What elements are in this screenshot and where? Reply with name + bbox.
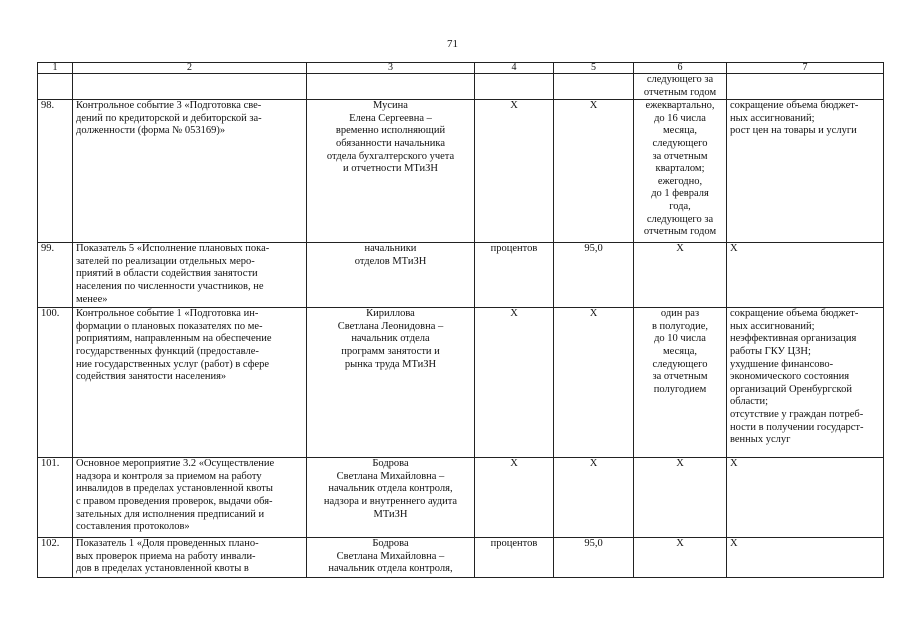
table-row	[38, 458, 884, 538]
row-name	[73, 74, 307, 100]
row-deadline: Х	[634, 243, 727, 308]
row-value: Х	[554, 100, 634, 243]
column-header: 3	[307, 63, 475, 74]
column-header: 1	[38, 63, 73, 74]
row-name: Показатель 5 «Исполнение плановых пока- зателей по реализации отдельных меро- приятий в области содействия занятости населения по численности участников, не менее»	[73, 243, 307, 308]
row-unit: Х	[475, 308, 554, 458]
row-unit: Х	[475, 100, 554, 243]
row-value: Х	[554, 458, 634, 538]
header-row	[38, 63, 884, 74]
row-deadline: Х	[634, 458, 727, 538]
table-row	[38, 74, 884, 100]
row-number: 101.	[38, 458, 73, 538]
table-row	[38, 308, 884, 458]
plan-table	[37, 62, 884, 578]
row-number: 99.	[38, 243, 73, 308]
table-row	[38, 100, 884, 243]
row-value: Х	[554, 308, 634, 458]
column-header: 4	[475, 63, 554, 74]
table-row	[38, 243, 884, 308]
table-row	[38, 538, 884, 578]
column-header: 7	[727, 63, 884, 74]
row-name: Основное мероприятие 3.2 «Осуществление надзора и контроля за приемом на работу инвалидов в пределах установленной квоты с правом проведения проверок, выдачи обя- зательных для исполнения предписаний и составления протоколов»	[73, 458, 307, 538]
column-header: 2	[73, 63, 307, 74]
page-number: 71	[447, 38, 458, 50]
column-header: 6	[634, 63, 727, 74]
row-unit: процентов	[475, 538, 554, 578]
row-risks: сокращение объема бюджет- ных ассигнований; рост цен на товары и услуги	[727, 100, 884, 243]
row-deadline: один раз в полугодие, до 10 числа месяца, следующего за отчетным полугодием	[634, 308, 727, 458]
row-risks	[727, 74, 884, 100]
row-name: Контрольное событие 1 «Подготовка ин- формации о плановых показателях по ме- роприятиям, направленным на обеспечение государственных функций (предоставле- ние государственных услуг (работ) в сфере содействия занятости населения»	[73, 308, 307, 458]
row-risks: Х	[727, 538, 884, 578]
row-value	[554, 74, 634, 100]
row-value: 95,0	[554, 243, 634, 308]
row-name: Контрольное событие 3 «Подготовка све- дений по кредиторской и дебиторской за- долженности (форма № 053169)»	[73, 100, 307, 243]
row-unit	[475, 74, 554, 100]
row-risks: сокращение объема бюджет- ных ассигнований; неэффективная организация работы ГКУ ЦЗН; ухудшение финансово- экономического состояния организаций Оренбургской области; отсутствие у граждан потреб- ности в получении государст- венных услуг	[727, 308, 884, 458]
row-risks: Х	[727, 243, 884, 308]
row-responsible: Бодрова Светлана Михайловна – начальник отдела контроля,	[307, 538, 475, 578]
row-unit: Х	[475, 458, 554, 538]
row-number: 98.	[38, 100, 73, 243]
row-number: 102.	[38, 538, 73, 578]
row-responsible: начальники отделов МТиЗН	[307, 243, 475, 308]
row-responsible: Мусина Елена Сергеевна – временно исполняющий обязанности начальника отдела бухгалтерского учета и отчетности МТиЗН	[307, 100, 475, 243]
row-name: Показатель 1 «Доля проведенных плано- вых проверок приема на работу инвали- дов в пределах установленной квоты в	[73, 538, 307, 578]
row-deadline: Х	[634, 538, 727, 578]
column-header: 5	[554, 63, 634, 74]
row-responsible: Кириллова Светлана Леонидовна – начальник отдела программ занятости и рынка труда МТиЗН	[307, 308, 475, 458]
row-value: 95,0	[554, 538, 634, 578]
row-deadline: ежеквартально, до 16 числа месяца, следующего за отчетным кварталом; ежегодно, до 1 февраля года, следующего за отчетным годом	[634, 100, 727, 243]
row-responsible: Бодрова Светлана Михайловна – начальник отдела контроля, надзора и внутреннего аудита МТиЗН	[307, 458, 475, 538]
row-unit: процентов	[475, 243, 554, 308]
row-risks: Х	[727, 458, 884, 538]
row-responsible	[307, 74, 475, 100]
row-deadline: следующего за отчетным годом	[634, 74, 727, 100]
row-number	[38, 74, 73, 100]
row-number: 100.	[38, 308, 73, 458]
